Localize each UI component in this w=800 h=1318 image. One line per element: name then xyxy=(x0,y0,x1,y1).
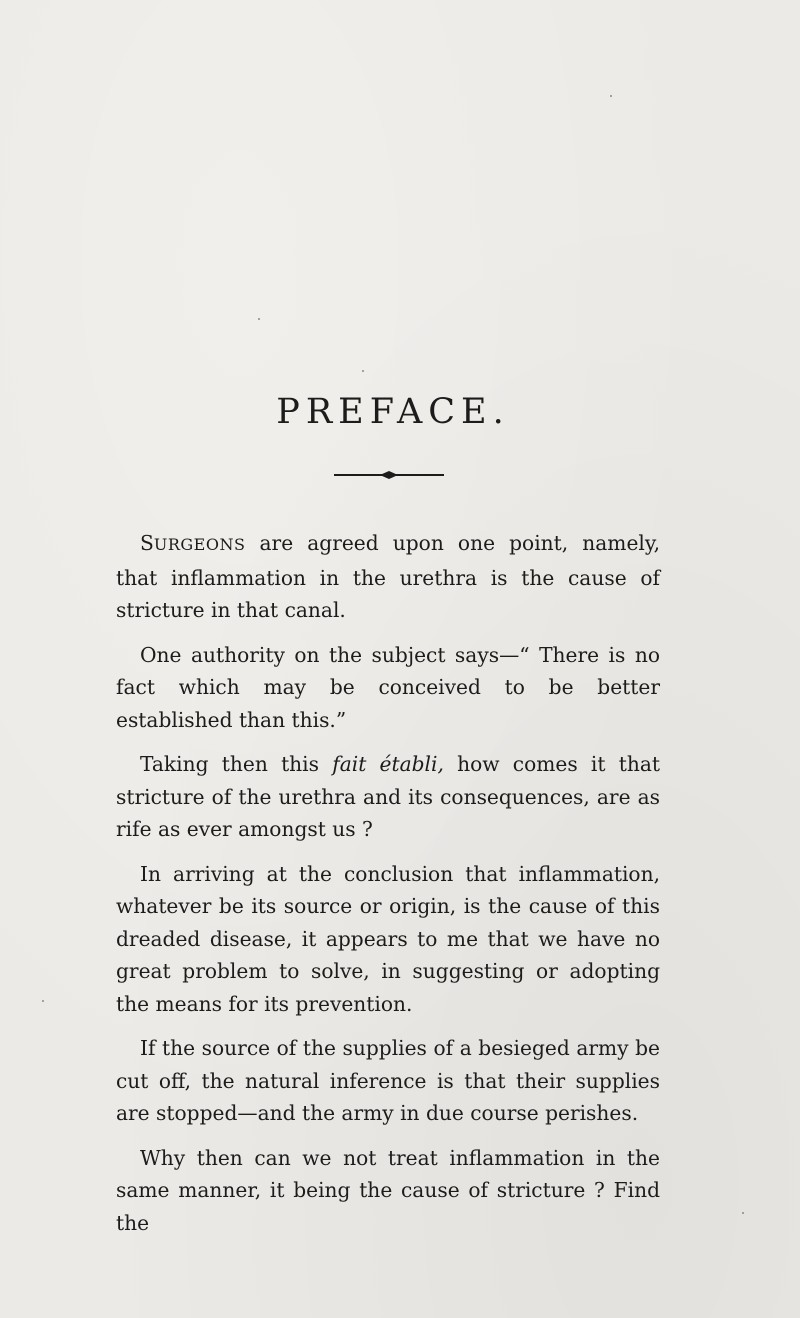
paragraph-3 xyxy=(116,748,660,846)
paragraph-6: Why then can we not treat inflammation in the same manner, it being the cause of stricture ? Find the xyxy=(116,1145,660,1235)
paper-speck xyxy=(42,1000,44,1002)
paragraph-4: In arriving at the conclusion that inflammation, whatever be its source or origin, is the cause of this dreaded disease, it appears to me that we have no great problem to solve, in suggesting or adopting the means for its prevention. xyxy=(116,861,660,1016)
title-rule-ornament xyxy=(334,468,444,482)
paragraph-2: One authority on the subject says—“ There is no fact which may be conceived to be better established than this.” xyxy=(116,642,660,732)
paper-speck xyxy=(742,1212,744,1214)
paragraph-1-smallcaps: URGEONS xyxy=(153,535,246,554)
paragraph-1-dropcap: S xyxy=(140,531,154,555)
paragraph-1 xyxy=(116,527,660,627)
paper-speck xyxy=(258,318,260,320)
paragraph-1-text: are agreed upon one point, namely, that inflammation in the urethra is the cause of stricture in that canal. xyxy=(116,531,660,622)
page-title: PREFACE. xyxy=(276,392,510,432)
paragraph-3-after: how comes it that stricture of the urethra and its consequences, are as rife as ever amongst us ? xyxy=(116,752,660,841)
paragraph-5: If the source of the supplies of a besieged army be cut off, the natural inference is that their supplies are stopped—and the army in due course perishes. xyxy=(116,1036,660,1125)
paragraph-3-italic: fait établi, xyxy=(332,752,444,776)
paper-speck xyxy=(362,370,364,372)
preface-body xyxy=(116,527,660,1251)
paragraph-3-before: Taking then this xyxy=(140,752,333,776)
paper-speck xyxy=(610,95,612,97)
